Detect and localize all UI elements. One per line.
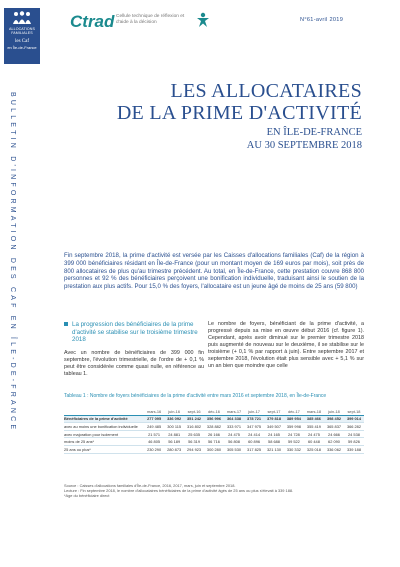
table-cell: 56 808: [224, 438, 244, 446]
table-cell: 56 189: [164, 438, 184, 446]
title-line-1: LES ALLOCATAIRES: [170, 80, 362, 102]
issue-number: N°61-avril 2019: [300, 17, 344, 23]
table-cell: 249 485: [144, 423, 164, 431]
table-cell: 59 826: [344, 438, 364, 446]
table-column-header: juin-16: [164, 408, 184, 415]
table-row-label: avec au moins une bonification individuelle: [64, 423, 144, 431]
table-cell: 399 014: [344, 415, 364, 423]
table-cell: 356 996: [204, 415, 224, 423]
sidebar: [0, 0, 36, 567]
table-cell: 24 414: [244, 430, 264, 438]
table-column-header: déc-16: [204, 408, 224, 415]
table-cell: 305 530: [224, 445, 244, 453]
title-line-2: DE LA PRIME D'ACTIVITÉ: [116, 102, 362, 124]
table-cell: 385 466: [304, 415, 324, 423]
table-cell: 389 954: [284, 415, 304, 423]
table-row-label: 25 ans ou plus*: [64, 445, 144, 453]
table-column-header: juin-18: [324, 408, 344, 415]
footnote-reading: Lecture : Fin septembre 2018, le nombre d'allocataires bénéficiaires de la prime d'activité âgés de 25 ans ou plus s'élevait à 339 188.: [64, 488, 294, 493]
table-cell: 277 095: [144, 415, 164, 423]
logo-line-2: FAMILIALES: [11, 31, 33, 36]
table-body: [64, 415, 364, 453]
section-heading-text: La progression des bénéficiaires de la prime d'activité se stabilise sur le troisième trimestre 2018: [72, 321, 198, 343]
table-cell: 46 805: [144, 438, 164, 446]
table-caption: Tableau 1 : Nombre de foyers bénéficiaires de la prime d'activité entre mars 2016 et septembre 2018, en Île-de-France: [64, 393, 327, 399]
table-cell: 349 507: [264, 423, 284, 431]
table-cell: 366 282: [344, 423, 364, 431]
table-cell: 316 802: [184, 423, 204, 431]
table-cell: 58 688: [264, 438, 284, 446]
caf-logo: [4, 8, 40, 64]
table-cell: 379 818: [264, 415, 284, 423]
table-cell: 25 635: [184, 430, 204, 438]
table-row: [64, 423, 364, 431]
table-cell: 21 571: [144, 430, 164, 438]
table-cell: 62 090: [324, 438, 344, 446]
table-column-header: mars-16: [144, 408, 164, 415]
right-column: [208, 321, 364, 370]
table-row-label: avec majoration pour isolement: [64, 430, 144, 438]
section-heading: [64, 321, 204, 344]
table-cell: 398 452: [324, 415, 344, 423]
star-person-icon: [196, 12, 210, 28]
table-cell: 336 062: [324, 445, 344, 453]
vertical-bulletin-label: [4, 92, 18, 512]
table-cell: 24 165: [264, 430, 284, 438]
table-cell: 321 130: [264, 445, 284, 453]
table-cell: 300 280: [204, 445, 224, 453]
table-cell: 56 319: [184, 438, 204, 446]
main-title: [117, 80, 362, 152]
table-cell: 60 448: [304, 438, 324, 446]
table-cell: 230 290: [144, 445, 164, 453]
table-column-header: mars-18: [304, 408, 324, 415]
logo-caf: les Caf: [14, 39, 30, 45]
logo-region: en Île-de-France: [7, 45, 37, 51]
table-cell: 60 896: [244, 438, 264, 446]
table-cell: 26 166: [204, 430, 224, 438]
square-bullet-icon: [64, 322, 68, 326]
footnote-source: Source : Caisses d'allocations familiales d'Île-de-France, 2016, 2017, mars, juin et septembre 2018.: [64, 483, 236, 488]
table-column-header: sept-17: [264, 408, 284, 415]
left-column: [64, 321, 204, 378]
table-cell: 364 338: [224, 415, 244, 423]
table-cell: 300 115: [164, 423, 184, 431]
table-cell: 336 092: [164, 415, 184, 423]
table-cell: 355 419: [304, 423, 324, 431]
ctrad-logo: Ctrad: [70, 12, 115, 31]
table-cell: 24 881: [164, 430, 184, 438]
footnote-age: *Age du bénéficiaire direct: [64, 493, 110, 498]
table-cell: 24 475: [224, 430, 244, 438]
family-logo-icon: [11, 11, 33, 25]
table-row-label: moins de 25 ans*: [64, 438, 144, 446]
table-cell: 328 882: [204, 423, 224, 431]
table-column-header: déc-17: [284, 408, 304, 415]
table-cell: 317 825: [244, 445, 264, 453]
table-cell: 330 332: [284, 445, 304, 453]
table-cell: 333 971: [224, 423, 244, 431]
table-column-header: mars-17: [224, 408, 244, 415]
table-column-header: sept-16: [184, 408, 204, 415]
table-cell: 280 873: [164, 445, 184, 453]
table-cell: 24 538: [344, 430, 364, 438]
table-cell: 294 923: [184, 445, 204, 453]
table-row-label-header: [64, 408, 144, 415]
table-cell: 347 975: [244, 423, 264, 431]
logo-line-1: ALLOCATIONS: [9, 27, 35, 31]
ctrad-subtitle: Cellule technique de réflexion et d'aide à la décision: [116, 14, 185, 25]
table-row: [64, 438, 364, 446]
table-row: [64, 415, 364, 423]
intro-paragraph: Fin septembre 2018, la prime d'activité est versée par les Caisses d'allocations familiales (Caf) de la région à 399 000 bénéficiaires résidant en Île-de-France (pour un montant moyen de 169 euros par mois), soit près de 800 allocataires de plus qu'au trimestre précédent. Au total, en Île-de-France, cette prestation couvre 868 800 personnes et 92 % des bénéficiaires perçoivent une bonification individuelle, traduisant ainsi le soutien de la prestation aux plus actifs. Pour 15,0 % des foyers, l'allocataire est un jeune âgé de moins de 25 ans (59 800): [64, 252, 364, 291]
table-cell: 339 188: [344, 445, 364, 453]
table-cell: 378 721: [244, 415, 264, 423]
table-column-header: juin-17: [244, 408, 264, 415]
title-line-3: EN ÎLE-DE-FRANCE: [266, 127, 362, 138]
table-row-label: Bénéficiaires de la prime d'activité: [64, 415, 144, 423]
table-cell: 56 716: [204, 438, 224, 446]
right-column-body: Le nombre de foyers, bénéficiant de la prime d'activité, a progressé depuis sa mise en œuvre début 2016 (cf. figure 1). Cependant, après avoir diminué sur le premier trimestre 2018 puis augmenté de nouveau sur le deuxième, il se stabilise sur le troisième (+ 0,1 % par rapport à juin). Entre septembre 2017 et septembre 2018, l'évolution était plus sensible avec + 5,1 % sur un an bien que moindre que celle: [208, 321, 364, 369]
table-row: [64, 445, 364, 453]
table-cell: 24 475: [304, 430, 324, 438]
table-cell: 24 666: [324, 430, 344, 438]
vertical-bulletin-text: BULLETIN D'INFORMATION DES CAF EN ÎLE-DE-FRANCE: [9, 92, 16, 433]
table-cell: 359 998: [284, 423, 304, 431]
table-cell: 24 728: [284, 430, 304, 438]
table-cell: 365 837: [324, 423, 344, 431]
table-header-row: [64, 408, 364, 415]
table-cell: 351 242: [184, 415, 204, 423]
table-row: [64, 430, 364, 438]
table-column-header: sept-18: [344, 408, 364, 415]
left-column-body: Avec un nombre de bénéficiaires de 399 000 fin septembre, l'évolution trimestrielle, de l'ordre de + 0,1 % peut être considérée comme quasi nulle, en référence au tableau 1.: [64, 349, 204, 377]
beneficiaries-table: [64, 408, 364, 454]
footnotes: [64, 483, 364, 498]
table-cell: 59 522: [284, 438, 304, 446]
table-cell: 325 018: [304, 445, 324, 453]
title-line-4: AU 30 SEPTEMBRE 2018: [246, 140, 362, 151]
